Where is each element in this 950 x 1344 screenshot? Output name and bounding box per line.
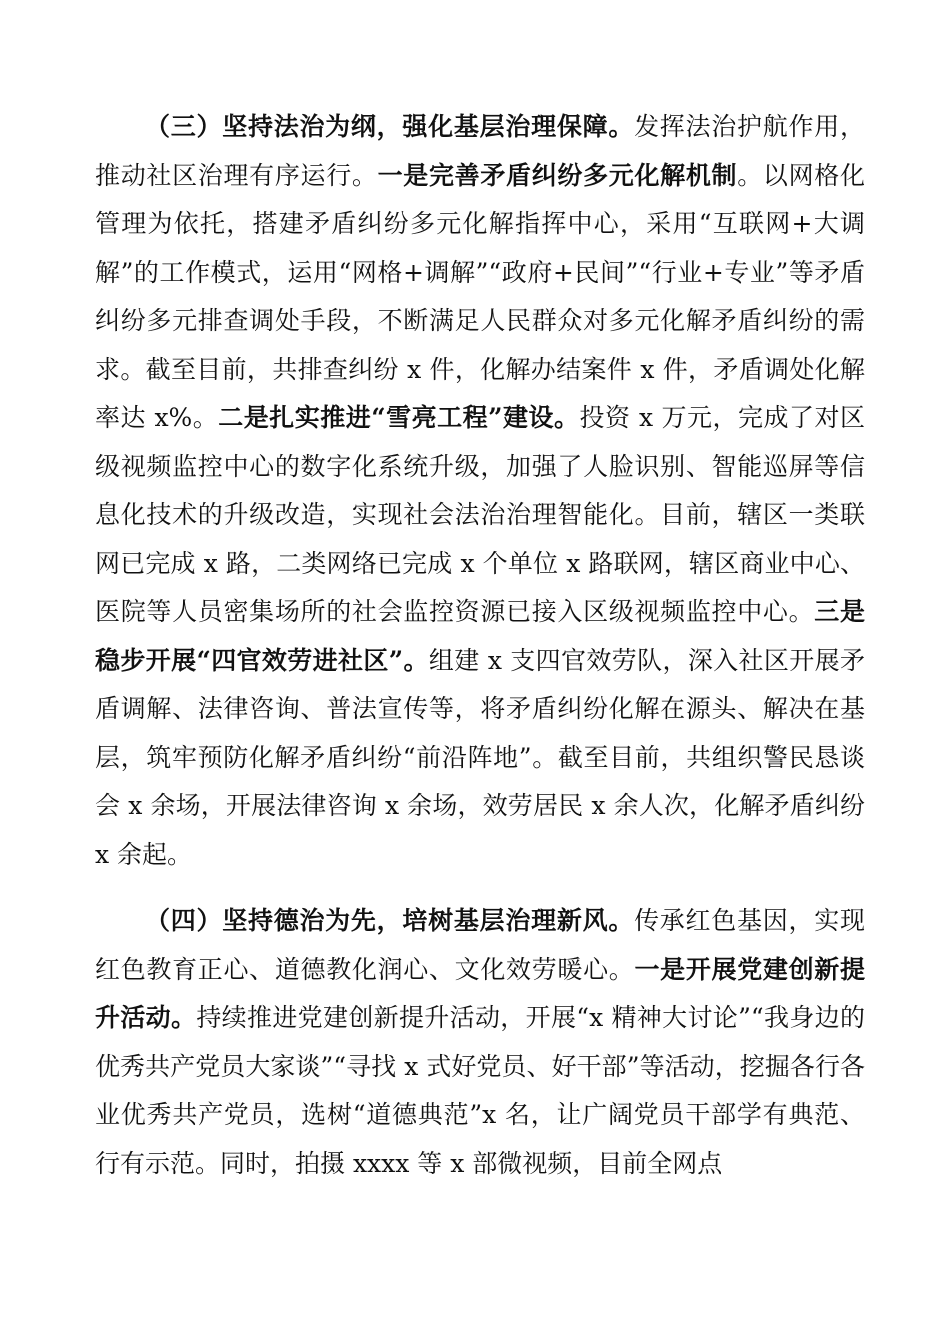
body-text: 持续推进党建创新提升活动，开展“x 精神大讨论”“我身边的优秀共产党员大家谈”“寻找 x 式好党员、好干部”等活动，挖掘各行各业优秀共产党员，选树“道德典范”x 名，让广阔党员干部学有典范、行有示范。同时，拍摄 xxxx 等 x 部微视频，目前全网点 <box>95 1003 865 1178</box>
body-text: 发挥法治护航作用，推动社区治理有序运行。 <box>95 112 865 190</box>
document-page <box>95 103 865 1188</box>
section-heading: （四）坚持德治为先，培树基层治理新风。 <box>145 906 635 935</box>
body-text: 。以网格化管理为依托，搭建矛盾纠纷多元化解指挥中心，采用“互联网+大调解”的工作模式，运用“网格+调解”“政府+民间”“行业+专业”等矛盾纠纷多元排查调处手段，不断满足人民群众对多元化解矛盾纠纷的需求。截至目前，共排查纠纷 x 件，化解办结案件 x 件，矛盾调处化解率达 x%。 <box>95 160 865 432</box>
item-heading: 二是扎实推进“雪亮工程”建设。 <box>218 403 580 432</box>
paragraph-section-3 <box>95 103 865 879</box>
item-heading: 三是稳步开展“四官效劳进社区”。 <box>95 597 865 675</box>
body-text: 投资 x 万元，完成了对区级视频监控中心的数字化系统升级，加强了人脸识别、智能巡屏等信息化技术的升级改造，实现社会法治治理智能化。目前，辖区一类联网已完成 x 路，二类网络已完成 x 个单位 x 路联网，辖区商业中心、医院等人员密集场所的社会监控资源已接入区级视频监控中心。 <box>95 403 865 626</box>
body-text: 传承红色基因，实现红色教育正心、道德教化润心、文化效劳暖心。 <box>95 906 865 984</box>
section-heading: （三）坚持法治为纲，强化基层治理保障。 <box>145 112 635 141</box>
item-heading: 一是开展党建创新提升活动。 <box>95 954 865 1032</box>
item-heading: 一是完善矛盾纠纷多元化解机制 <box>377 160 738 190</box>
paragraph-section-4 <box>95 897 865 1188</box>
body-text: 组建 x 支四官效劳队，深入社区开展矛盾调解、法律咨询、普法宣传等，将矛盾纠纷化解在源头、解决在基层，筑牢预防化解矛盾纠纷“前沿阵地”。截至目前，共组织警民恳谈会 x 余场，开展法律咨询 x 余场，效劳居民 x 余人次，化解矛盾纠纷 x 余起。 <box>95 645 865 869</box>
